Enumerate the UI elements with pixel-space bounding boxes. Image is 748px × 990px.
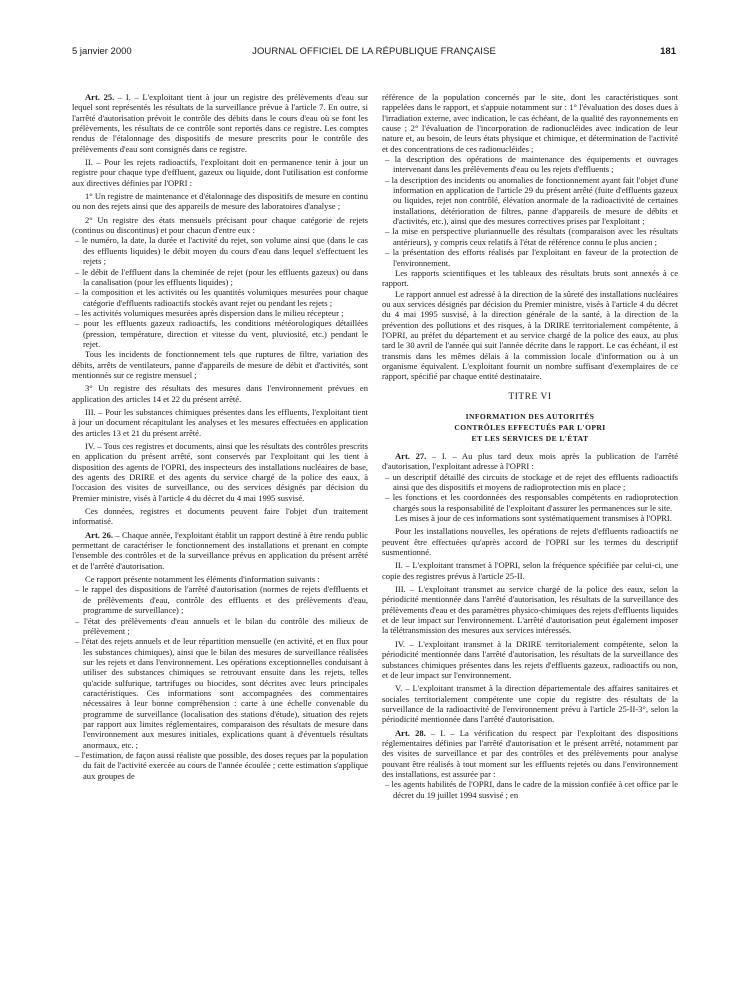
- article-25-paragraph: Ces données, registres et documents peuvent faire l'objet d'un traitement informatisé.: [72, 506, 368, 527]
- list-item: – les agents habilités de l'OPRI, dans le cadre de la mission confiée à cet office par le décret du 19 juillet 1994 susvisé ; en: [385, 779, 678, 800]
- article-27-paragraph: V. – L'exploitant transmet à la direction départementale des affaires sanitaires et sociales territorialement compétente une copie du registre des résultats de la surveillance de la radioactivité de l'environnement prévu à l'article 25-II-3°, selon la périodicité mentionnée dans l'arrêté d'autorisation.: [382, 683, 678, 725]
- article-25-paragraph: 1° Un registre de maintenance et d'étalonnage des dispositifs de mesure en continu ou non des rejets ainsi que des appareils de mesure des laboratoires d'analyse ;: [72, 191, 368, 212]
- article-27-label: Art. 27.: [395, 450, 427, 461]
- continued-paragraph: référence de la population concernés par le site, dont les caractéristiques sont rappelées dans le rapport, et s'appuie notamment sur : 1° l'évaluation des doses dues à l'irradiation externe, avec indication, le cas échéant, de la qualité des rayonnements en cause ; 2° l'évaluation de l'incorporation de radionucléides avec indication de leur nature et, au besoin, de leurs états physique et chimique, et détermination de l'activité et des concentrations de ces radionucléides ;: [382, 92, 678, 154]
- article-27-paragraph: III. – L'exploitant transmet au service chargé de la police des eaux, selon la périodicité mentionnée dans l'arrêté d'autorisation, les résultats de la surveillance des prélèvements d'eau et des paramètres physico-chimiques des rejets d'effluents liquides et de leur impact sur l'environnement. L'arrêté d'autorisation peut également imposer la télétransmission des mesures aux services intéressés.: [382, 584, 678, 636]
- left-column: [72, 92, 368, 972]
- heading-line: INFORMATION DES AUTORITÉS: [465, 411, 595, 421]
- list-item: – l'estimation, de façon aussi réaliste que possible, des doses reçues par la population du fait de l'activité exercée au cours de l'année écoulée ; cette estimation s'applique aux groupes de: [75, 749, 368, 781]
- article-25-paragraph: III. – Pour les substances chimiques présentes dans les effluents, l'exploitant tient à jour un document récapitulant les analyses et les mesures effectuées en application des articles 13 et 21 du présent arrêté.: [72, 406, 368, 438]
- article-27-paragraph: Art. 27. – I. – Au plus tard deux mois après la publication de l'arrêté d'autorisation, l'exploitant adresse à l'OPRI :: [382, 450, 678, 472]
- list-item: – l'état des rejets annuels et de leur répartition mensuelle (en activité, et en flux pour les substances chimiques), ainsi que le bilan des mesures de surveillance réalisées sur les rejets et dans l'environnement. Les opérations exceptionnelles conduisant à utiliser des substances chimiques se retrouvant ensuite dans les rejets, telles qu'acide sulfurique, tartrifuges ou biocides, sont décrites avec leurs principales caractéristiques. Ces informations sont accompagnées des commentaires nécessaires à leur bonne compréhension : carte à une échelle convenable du programme de surveillance (localisation des stations d'étude), situation des rejets par rapport aux limites réglementaires, comparaison des résultats de mesure dans l'environnement aux mesures initiales, explications quant à d'éventuels résultats anormaux, etc. ;: [75, 636, 368, 750]
- section-title: TITRE VI: [508, 391, 552, 402]
- list-item: – l'état des prélèvements d'eau annuels et le bilan du contrôle des milieux de prélèvement ;: [75, 615, 368, 636]
- article-27-paragraph: II. – L'exploitant transmet à l'OPRI, selon la fréquence spécifiée par celui-ci, une copie des registres prévus à l'article 25-II.: [382, 560, 678, 581]
- list-item: – la description des opérations de maintenance des équipements et ouvrages intervenant dans les prélèvements d'eau ou les rejets d'effluents ;: [385, 154, 678, 175]
- page-number: 181: [660, 46, 676, 57]
- paragraph: Les rapports scientifiques et les tableaux des résultats bruts sont annexés à ce rapport.: [382, 267, 678, 289]
- list-item: – le rappel des dispositions de l'arrêté d'autorisation (normes de rejets d'effluents et de prélèvements d'eau, contrôle des effluents et des prélèvements d'eau, programme de surveillance) ;: [75, 584, 368, 616]
- article-25-paragraph: Tous les incidents de fonctionnement tels que ruptures de filtre, variation des débits, arrêts de ventilateurs, panne d'appareils de mesure de débit et d'activités, sont mentionnés sur ce registre mensuel ;: [72, 349, 368, 380]
- article-28-label: Art. 28.: [395, 727, 426, 738]
- list-item: – pour les effluents gazeux radioactifs, les conditions météorologiques détaillées (pression, température, direction et vitesse du vent, pluviosité, etc.) pendant le rejet.: [75, 318, 368, 349]
- heading-line: ET LES SERVICES DE L'ÉTAT: [471, 433, 589, 443]
- section-heading: [382, 411, 678, 444]
- list-item: – la description des incidents ou anomalies de fonctionnement ayant fait l'objet d'une information en application de l'article 29 du présent arrêté (fuite d'effluents gazeux ou liquides, rejet non contrôlé, élévation anormale de la radioactivité de certaines installations, détérioration de filtres, panne d'appareils de mesure de débits et d'activités, etc.), ainsi que des mesures correctives prises par l'exploitant ;: [385, 174, 678, 227]
- article-25-paragraph: 2° Un registre des états mensuels précisant pour chaque catégorie de rejets (continus ou discontinus) et pour chacun d'entre eux :: [72, 214, 368, 236]
- journal-title: JOURNAL OFFICIEL DE LA RÉPUBLIQUE FRANÇAISE: [252, 46, 496, 57]
- article-25-paragraph: Art. 25. – I. – L'exploitant tient à jour un registre des prélèvements d'eau sur lequel sont représentés les résultats de la surveillance prévue à l'article 7. En outre, si l'arrêté d'autorisation prévoit le contrôle des débits dans le cours d'eau où se font les prélèvements, les résultats de ce contrôle sont reportés dans ce registre. Les comptes rendus de l'étalonnage des dispositifs de mesure prescrits pour le contrôle des prélèvements d'eau sont consignés dans ce registre.: [72, 92, 368, 154]
- article-25-paragraph: II. – Pour les rejets radioactifs, l'exploitant doit en permanence tenir à jour un registre pour chaque type d'effluent, gazeux ou liquide, dont l'utilisation est conforme aux directives définies par l'OPRI :: [72, 157, 368, 188]
- right-column: [382, 92, 678, 972]
- article-27-paragraph: IV. – L'exploitant transmet à la DRIRE territorialement compétente, selon la périodicité mentionnée dans l'arrêté d'autorisation, les résultats de la surveillance des substances chimiques présentes dans les rejets d'effluents gazeux, radioactifs ou non, et de leur impact sur l'environnement.: [382, 638, 678, 680]
- list-item: – la mise en perspective pluriannuelle des résultats (comparaison avec les résultats antérieurs), y compris ceux relatifs à l'état de référence connu le plus ancien ;: [385, 226, 678, 247]
- article-25-paragraph: 3° Un registre des résultats des mesures dans l'environnement prévues en application des articles 14 et 22 du présent arrêté.: [72, 383, 368, 404]
- page-header: [72, 46, 676, 60]
- article-27-paragraph: Les mises à jour de ces informations sont systématiquement transmises à l'OPRI.: [395, 513, 672, 524]
- list-item: – les activités volumiques mesurées après dispersion dans le milieu récepteur ;: [75, 307, 344, 318]
- article-26-paragraph: Art. 26. – Chaque année, l'exploitant établit un rapport destiné à être rendu public permettant de caractériser le fonctionnement des installations et prenant en compte l'ensemble des contrôles et de la surveillance prévus en application du présent arrêté et de l'arrêté d'autorisation.: [72, 529, 368, 571]
- paragraph: Le rapport annuel est adressé à la direction de la sûreté des installations nucléaires ou aux services désignés par décision du Premier ministre, visés à l'article 4 du décret du 4 mai 1995 susvisé, à la direction générale de la santé, à la direction de la prévention des pollutions et des risques, à la DRIRE territorialement compétente, à l'OPRI, au préfet du département et au service chargé de la police des eaux, au plus tard le 30 avril de l'année qui suit l'année décrite dans le rapport. Le cas échéant, il est transmis dans les mêmes délais à la commission locale d'information ou à un organisme équivalent. L'exploitant fournit un nombre suffisant d'exemplaires de ce rapport, spécifié par chaque entité destinataire.: [382, 288, 678, 382]
- issue-date: 5 janvier 2000: [72, 46, 132, 57]
- list-item: – le débit de l'effluent dans la cheminée de rejet (pour les effluents gazeux) ou dans la canalisation (pour les effluents liquides) ;: [75, 266, 368, 287]
- list-item: – un descriptif détaillé des circuits de stockage et de rejet des effluents radioactifs ainsi que des dispositifs et moyens de radioprotection mis en place ;: [385, 471, 678, 492]
- article-25-paragraph: IV. – Tous ces registres et documents, ainsi que les résultats des contrôles prescrits en application du présent arrêté, sont conservés par l'exploitant qui les tient à disposition des agents de l'OPRI, des inspecteurs des installations nucléaires de base, des agents des DRIRE et des agents du service chargé de la police des eaux, à l'occasion des visites de surveillance, ou des services désignés par décision du Premier ministre, visés à l'article 4 du décret du 4 mai 1995 susvisé.: [72, 441, 368, 503]
- heading-line: CONTRÔLES EFFECTUÉS PAR L'OPRI: [454, 422, 606, 432]
- list-item: – les fonctions et les coordonnées des responsables compétents en radioprotection chargés sous la responsabilité de l'exploitant d'assurer les permanences sur le site.: [385, 492, 678, 513]
- article-28-paragraph: Art. 28. – I. – La vérification du respect par l'exploitant des dispositions réglementaires définies par l'arrêté d'autorisation et le présent arrêté, notamment par des visites de surveillance et par des contrôles et des prélèvements pour analyse pouvant être réalisés à tout moment sur les effluents rejetés ou dans l'environnement des installations, est assurée par :: [382, 727, 678, 779]
- article-26-paragraph: Ce rapport présente notamment les éléments d'information suivants :: [85, 574, 320, 585]
- list-item: – la composition et les activités ou les quantités volumiques mesurées pour chaque catégorie d'effluents radioactifs stockés avant rejet ou pendant les rejets ;: [75, 287, 368, 308]
- list-item: – la présentation des efforts réalisés par l'exploitant en faveur de la protection de l'environnement.: [385, 247, 678, 268]
- list-item: – le numéro, la date, la durée et l'activité du rejet, son volume ainsi que (dans le cas des effluents liquides) le débit moyen du cours d'eau dans lequel s'effectuent les rejets ;: [75, 235, 368, 267]
- article-25-label: Art. 25.: [85, 92, 115, 102]
- article-27-paragraph: Pour les installations nouvelles, les opérations de rejets d'effluents radioactifs ne peuvent être effectuées qu'après accord de l'OPRI sur les termes du descriptif susmentionné.: [382, 526, 678, 558]
- article-26-label: Art. 26.: [85, 529, 113, 540]
